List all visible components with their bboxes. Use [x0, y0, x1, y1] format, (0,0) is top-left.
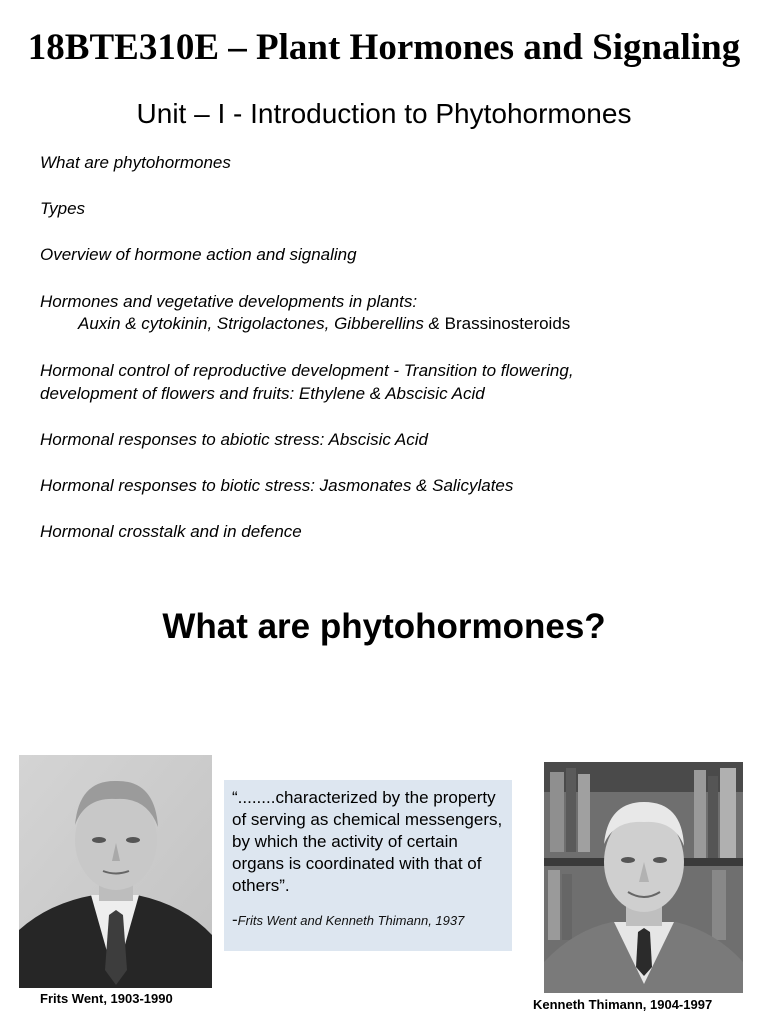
unit-subtitle: Unit – I - Introduction to Phytohormones	[136, 98, 632, 129]
topic-item: Hormonal responses to abiotic stress: Abscisic Acid	[40, 430, 429, 449]
topic-item: Hormones and vegetative developments in plants:	[40, 292, 418, 311]
section-heading: What are phytohormones?	[162, 607, 606, 646]
portrait-frits-went	[19, 755, 212, 988]
topic-item: Types	[40, 199, 86, 218]
topic-subitem-roman: Brassinosteroids	[444, 314, 571, 333]
topic-item: Hormonal responses to biotic stress: Jasmonates & Salicylates	[40, 476, 514, 495]
quote-attribution	[232, 910, 504, 930]
quote-attribution-dash: -	[232, 910, 238, 929]
quote-text: “........characterized by the property of serving as chemical messengers, by which the activity of certain organs is coordinated with that of others”.	[232, 788, 503, 895]
quote-box	[224, 780, 512, 951]
topic-item-continuation: development of flowers and fruits: Ethylene & Abscisic Acid	[40, 384, 485, 403]
document-title: 18BTE310E – Plant Hormones and Signaling	[27, 27, 741, 68]
quote-attribution-text: Frits Went and Kenneth Thimann, 1937	[237, 913, 465, 928]
topic-item: What are phytohormones	[40, 153, 231, 172]
topic-subitem-italic: Auxin & cytokinin, Strigolactones, Gibberellins &	[78, 314, 445, 333]
portrait-caption-right: Kenneth Thimann, 1904-1997	[533, 997, 713, 1012]
topic-subitem	[40, 312, 570, 335]
portrait-kenneth-thimann	[544, 762, 743, 993]
topic-item: Hormonal crosstalk and in defence	[40, 522, 302, 541]
topic-item: Hormonal control of reproductive development - Transition to flowering,	[40, 361, 574, 380]
topic-item: Overview of hormone action and signaling	[40, 245, 357, 264]
portrait-caption-left: Frits Went, 1903-1990	[40, 991, 173, 1006]
